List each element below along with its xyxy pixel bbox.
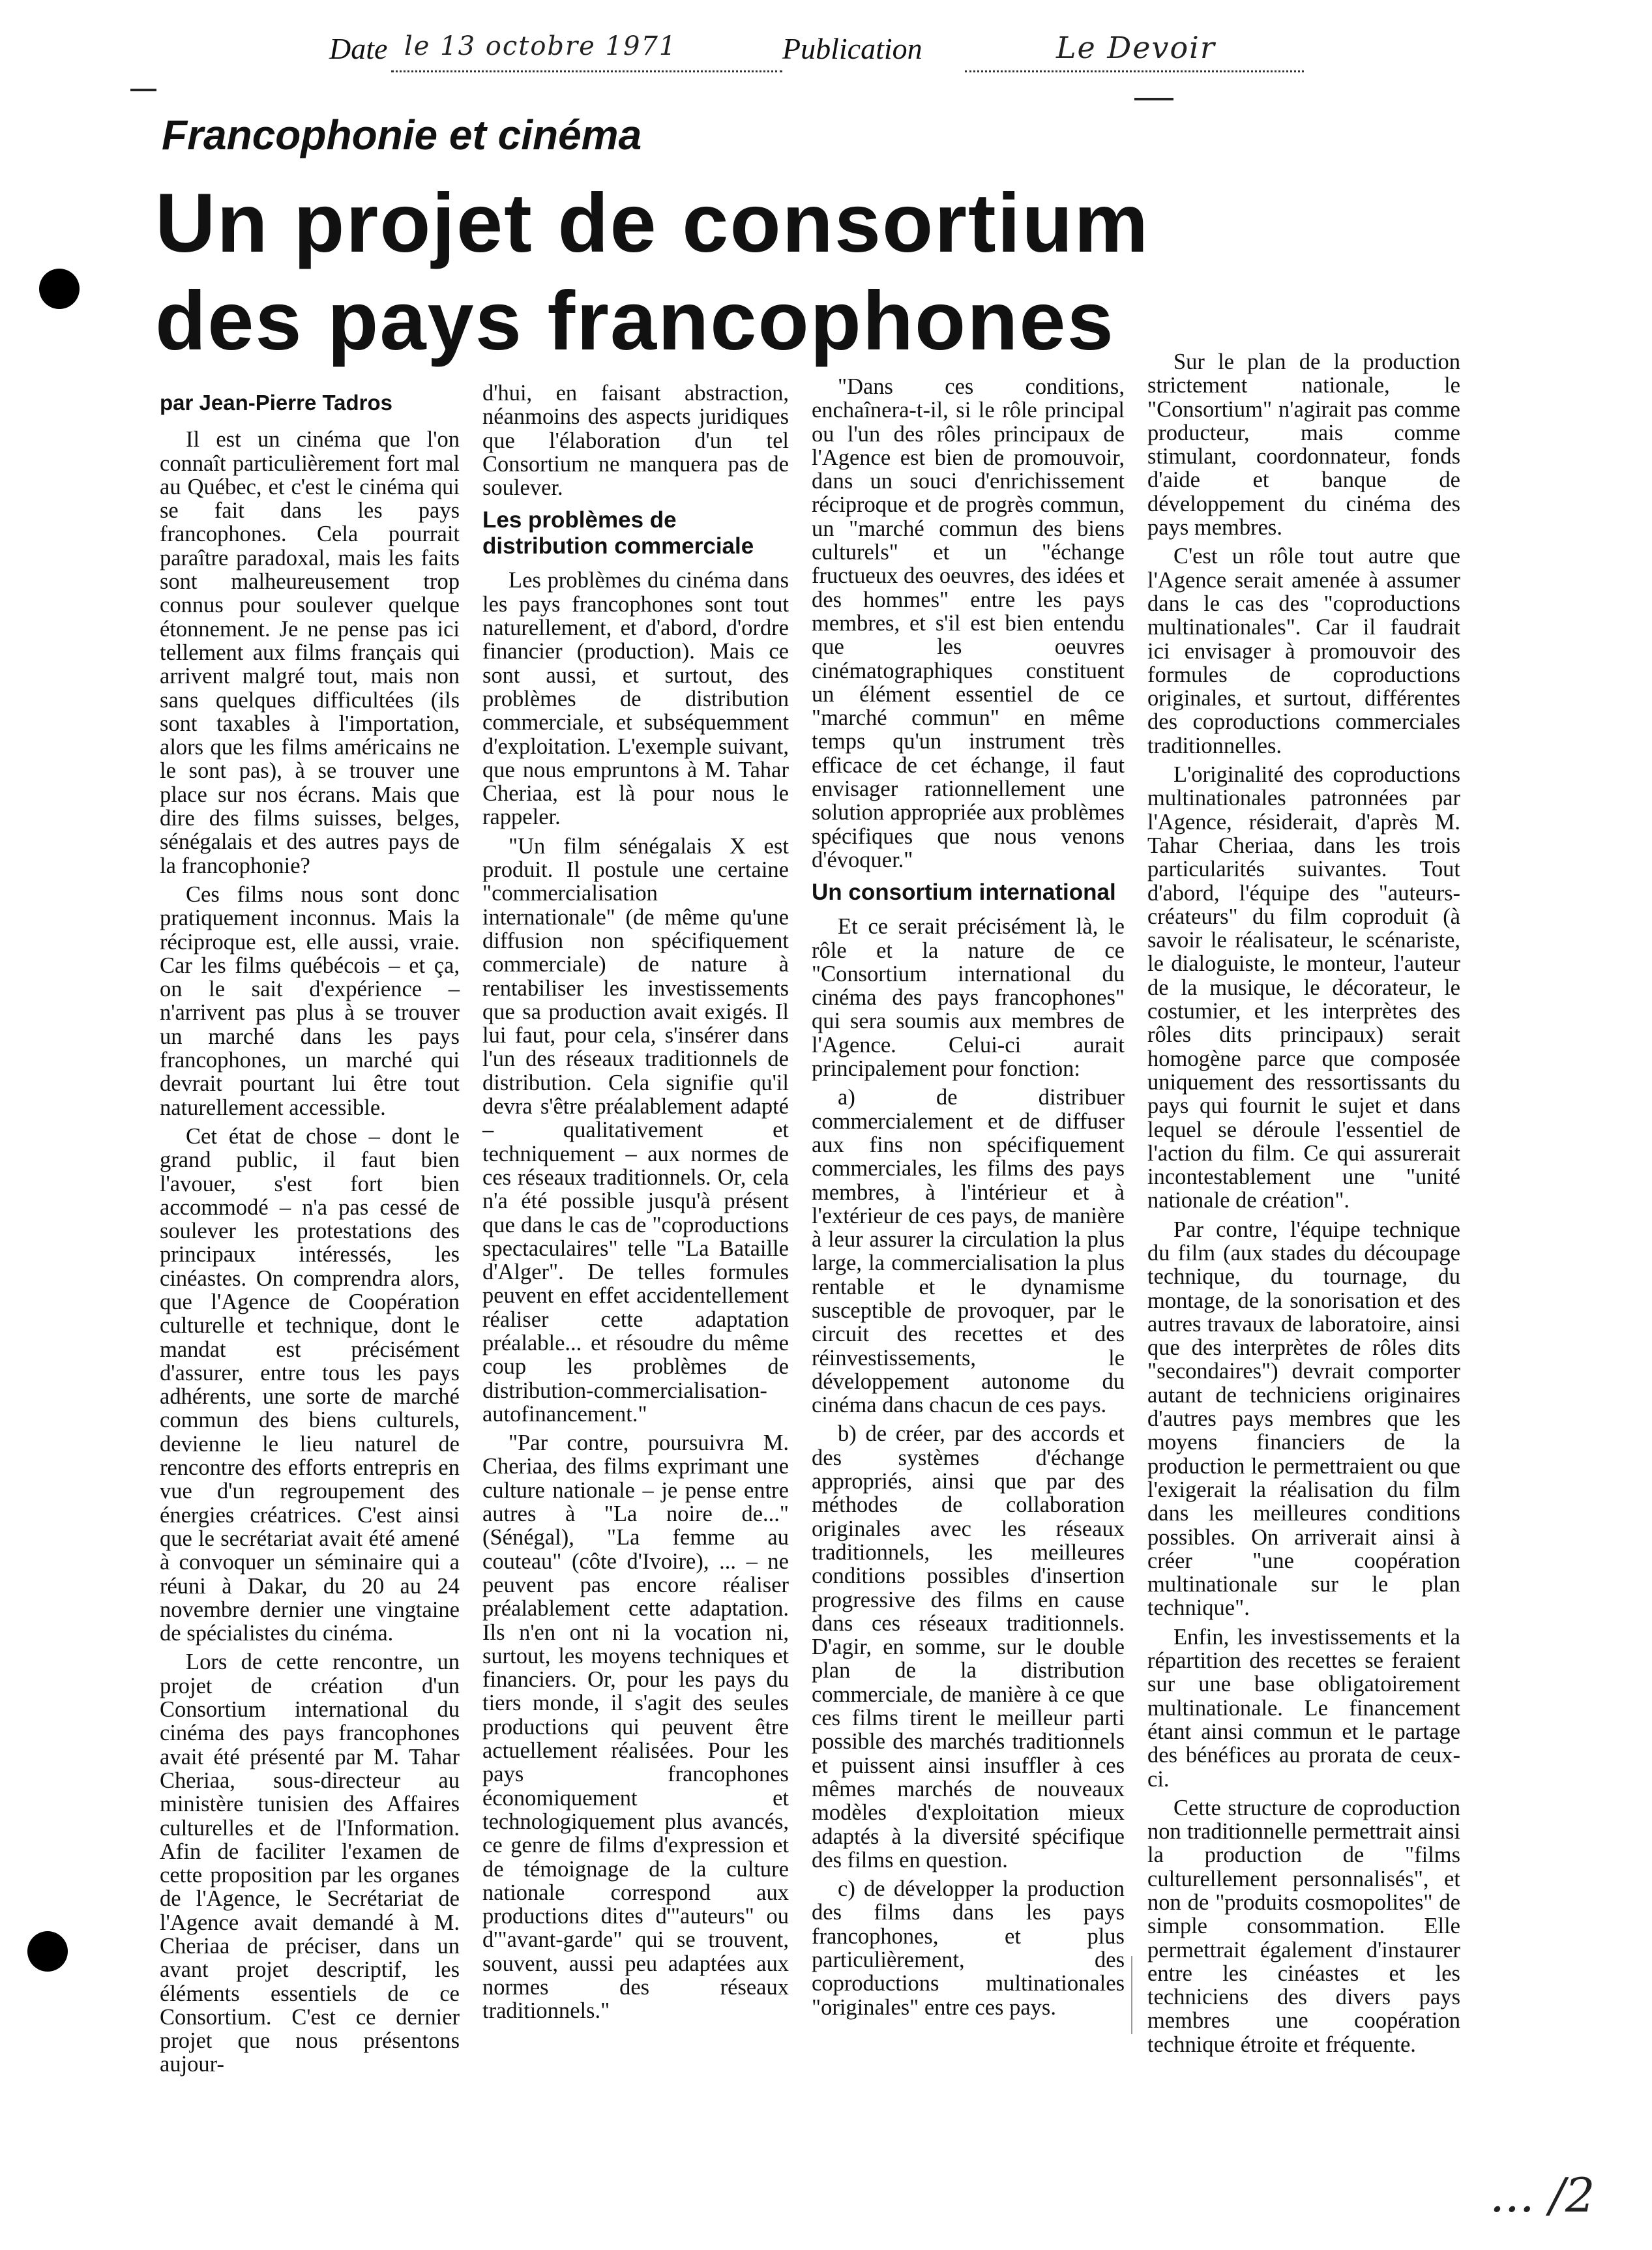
date-value: le 13 octobre 1971 bbox=[404, 31, 677, 61]
article-column-1 bbox=[160, 391, 460, 2082]
article-column-3 bbox=[812, 375, 1125, 2024]
paragraph: c) de développer la production des films dans les pays francophones, et plus particulièrement, des coproductions multinationales "originales" entre ces pays. bbox=[812, 1876, 1125, 2020]
paragraph: Ces films nous sont donc pratiquement inconnus. Mais la réciproque est, elle aussi, vraie. Car les films québécois – et ça, on le sait d'expérience – n'arrivent pas plus à se trouver un marché dans les pays francophones, un marché qui devrait pourtant lui être tout naturellement accessible. bbox=[160, 881, 460, 1120]
publication-value: Le Devoir bbox=[1056, 30, 1216, 65]
paragraph: Enfin, les investissements et la répartition des recettes se feraient sur une base obligatoirement multinationale. Le financement étant ainsi commun et le partage des bénéfices au prorata de ceux-ci. bbox=[1147, 1624, 1460, 1792]
punch-hole-bottom bbox=[27, 1931, 68, 1972]
article-column-2 bbox=[482, 381, 789, 2028]
paragraph: b) de créer, par des accords et des systèmes d'échange appropriés, ainsi que par des méthodes de collaboration originales avec les réseaux traditionnels, les meilleures conditions possibles d'insertion progressive des films en cause dans ces réseaux traditionnels. D'agir, en somme, sur le double plan de la distribution commerciale, de manière à ce que ces films tirent le meilleur parti possible des marchés traditionnels et puissent ainsi insuffler à ces mêmes marchés de nouveaux modèles d'exploitation mieux adaptés à la diversité spécifique des films en question. bbox=[812, 1421, 1125, 1873]
paragraph: Cet état de chose – dont le grand public, il faut bien l'avouer, s'est fort bien accommodé – n'a pas cessé de soulever les protestations des principaux intéressés, les cinéastes. On comprendra alors, que l'Agence de Coopération culturelle et technique, dont le mandat est précisément d'assurer, entre tous les pays adhérents, une sorte de marché commun des biens culturels, devienne le lieu naturel de rencontre des efforts entrepris en vue d'un regroupement des énergies créatrices. C'est ainsi que le secrétariat avait été amené à convoquer un séminaire qui a réuni à Dakar, du 20 au 24 novembre dernier une vingtaine de spécialistes du cinéma. bbox=[160, 1123, 460, 1646]
paragraph: a) de distribuer commercialement et de diffuser aux fins non spécifiquement commerciales, les films des pays membres, à l'intérieur et à l'extérieur de ces pays, de manière à leur assurer la circulation la plus large, la commercialisation la plus rentable et le dynamisme susceptible de provoquer, par le circuit des recettes et des réinvestissements, le développement autonome du cinéma dans chacun de ces pays. bbox=[812, 1085, 1125, 1418]
publication-underline bbox=[965, 70, 1304, 72]
paragraph: Les problèmes du cinéma dans les pays francophones sont tout naturellement, et d'abord, d'ordre financier (production). Mais ce sont aussi, et surtout, des problèmes de distribution commerciale, et subséquemment d'exploitation. L'exemple suivant, que nous empruntons à M. Tahar Cheriaa, est là pour nous le rappeler. bbox=[482, 568, 789, 830]
headline-line-1: Un projet de consortium bbox=[155, 177, 1150, 270]
paragraph: Et ce serait précisément là, le rôle et la nature de ce "Consortium international du cinéma des pays francophones" qui sera soumis aux membres de l'Agence. Celui-ci aurait principalement pour fonction: bbox=[812, 914, 1125, 1082]
paragraph: "Un film sénégalais X est produit. Il postule une certaine "commercialisation internationale" (de même qu'une diffusion non spécifiquement commerciale) de nature à rentabiliser les investissements que sa production avait exigés. Il lui faut, pour cela, s'insérer dans l'un des réseaux traditionnels de distribution. Cela signifie qu'il devra s'être préalablement adapté – qualitativement et techniquement – aux normes de ces réseaux traditionnels. Or, cela n'a été possible jusqu'à présent que dans le cas de "coproductions spectaculaires" telle "La Bataille d'Alger". De telles formules peuvent en effet accidentellement réaliser cette adaptation préalable... et résoudre du même coup les problèmes de distribution-commercialisation-autofinancement." bbox=[482, 833, 789, 1427]
article-headline bbox=[155, 175, 1150, 370]
publication-label: Publication bbox=[782, 32, 922, 65]
paragraph: Cette structure de coproduction non traditionnelle permettrait ainsi la production de "films culturellement personnalisés", et non de "produits cosmopolites" de simple consommation. Elle permettrait également d'instaurer entre les cinéastes et les techniciens des divers pays membres une coopération technique étroite et fréquente. bbox=[1147, 1795, 1460, 2057]
paragraph: "Par contre, poursuivra M. Cheriaa, des films exprimant une culture nationale – je pense entre autres à "La noire de..." (Sénégal), "La femme au couteau" (côte d'Ivoire), ... – ne peuvent pas encore réaliser préalablement cette adaptation. Ils n'en ont ni la vocation ni, surtout, les moyens techniques et financiers. Or, pour les pays du tiers monde, il s'agit des seules productions qui peuvent être actuellement réalisées. Pour les pays francophones économiquement et technologiquement plus avancés, ce genre de films d'expression et de témoignage de la culture nationale correspond aux productions dites d'"auteurs" ou d'"avant-garde" qui se trouvent, souvent, aussi peu adaptées aux normes des réseaux traditionnels." bbox=[482, 1430, 789, 2024]
header-rule-left bbox=[130, 89, 156, 91]
article-kicker: Francophonie et cinéma bbox=[162, 111, 642, 158]
paragraph: Il est un cinéma que l'on connaît particulièrement fort mal au Québec, et c'est le cinéma qui se fait dans les pays francophones. Cela pourrait paraître paradoxal, mais les faits sont malheureusement trop connus pour soulever quelque étonnement. Je ne pense pas ici tellement aux films français qui arrivent malgré tout, mais non sans quelques difficultées (ils sont taxables à l'importation, alors que les films américains ne le sont pas), à se trouver une place sur nos écrans. Mais que dire des films suisses, belges, sénégalais et des autres pays de la francophonie? bbox=[160, 427, 460, 878]
headline-line-2: des pays francophones bbox=[155, 274, 1115, 368]
header-rule-right bbox=[1134, 98, 1173, 100]
paragraph: d'hui, en faisant abstraction, néanmoins des aspects juridiques que l'élaboration d'un tel Consortium ne manquera pas de soulever. bbox=[482, 381, 789, 501]
paragraph: Sur le plan de la production strictement nationale, le "Consortium" n'agirait pas comme producteur, mais comme stimulant, coordonnateur, fonds d'aide et banque de développement du cinéma des pays membres. bbox=[1147, 349, 1460, 540]
paragraph: "Dans ces conditions, enchaînera-t-il, si le rôle principal ou l'un des rôles principaux de l'Agence est bien de promouvoir, dans un souci d'enrichissement réciproque et de progrès commun, un "marché commun des biens culturels" et un "échange fructueux des oeuvres, des idées et des hommes" entre les pays membres, et s'il est bien entendu que les oeuvres cinématographiques constituent un élément essentiel de ce "marché commun" en même temps qu'un instrument très efficace de cet échange, il faut envisager rationnellement une solution appropriée aux problèmes spécifiques que nous venons d'évoquer." bbox=[812, 374, 1125, 872]
byline: par Jean-Pierre Tadros bbox=[160, 391, 393, 415]
clipping-header bbox=[130, 25, 1304, 77]
paragraph: Par contre, l'équipe technique du film (aux stades du découpage technique, du tournage, du montage, de la sonorisation et des autres travaux de laboratoire, ainsi que des interprètes de rôles dits "secondaires") devrait comporter autant de techniciens originaires d'autres pays membres que les moyens financiers de la production le permettraient ou que l'exigerait la réalisation du film dans les meilleures conditions possibles. On arriverait ainsi à créer "une coopération multinationale sur le plan technique". bbox=[1147, 1217, 1460, 1621]
paragraph: L'originalité des coproductions multinationales patronnées par l'Agence, résiderait, d'après M. Tahar Cheriaa, dans les trois particularités suivantes. Tout d'abord, l'équipe des "auteurs-créateurs" du film coproduit (à savoir le réalisateur, le scénariste, le dialoguiste, le monteur, l'auteur de la musique, le décorateur, le costumier, et les interprètes des rôles dits principaux) serait homogène parce que composée uniquement des ressortissants du pays qui fournit le sujet et dans lequel se déroule l'essentiel de l'action du film. Ce qui assurerait incontestablement une "unité nationale de création". bbox=[1147, 762, 1460, 1213]
paragraph: C'est un rôle tout autre que l'Agence serait amenée à assumer dans le cas des "coproductions multinationales". Car il faudrait ici envisager à promouvoir des formules de coproductions originales, et surtout, différentes des coproductions commerciales traditionnelles. bbox=[1147, 544, 1460, 758]
column-divider bbox=[1131, 1956, 1132, 2034]
section-heading: Un consortium international bbox=[812, 880, 1116, 906]
date-label: Date bbox=[329, 32, 388, 65]
date-underline bbox=[391, 70, 782, 72]
paragraph: Lors de cette rencontre, un projet de création d'un Consortium international du cinéma des pays francophones avait été présenté par M. Tahar Cheriaa, sous-directeur au ministère tunisien des Affaires culturelles et de l'Information. Afin de faciliter l'examen de cette proposition par les organes de l'Agence, le Secrétariat de l'Agence avait demandé à M. Cheriaa de préciser, dans un avant projet descriptif, les éléments essentiels de ce Consortium. C'est ce dernier projet que nous présentons aujour- bbox=[160, 1650, 460, 2077]
continuation-mark: ... /2 bbox=[1490, 2168, 1595, 2223]
punch-hole-top bbox=[39, 269, 80, 309]
section-heading: Les problèmes de distribution commerciale bbox=[482, 507, 754, 559]
article-column-4 bbox=[1147, 350, 1460, 2062]
